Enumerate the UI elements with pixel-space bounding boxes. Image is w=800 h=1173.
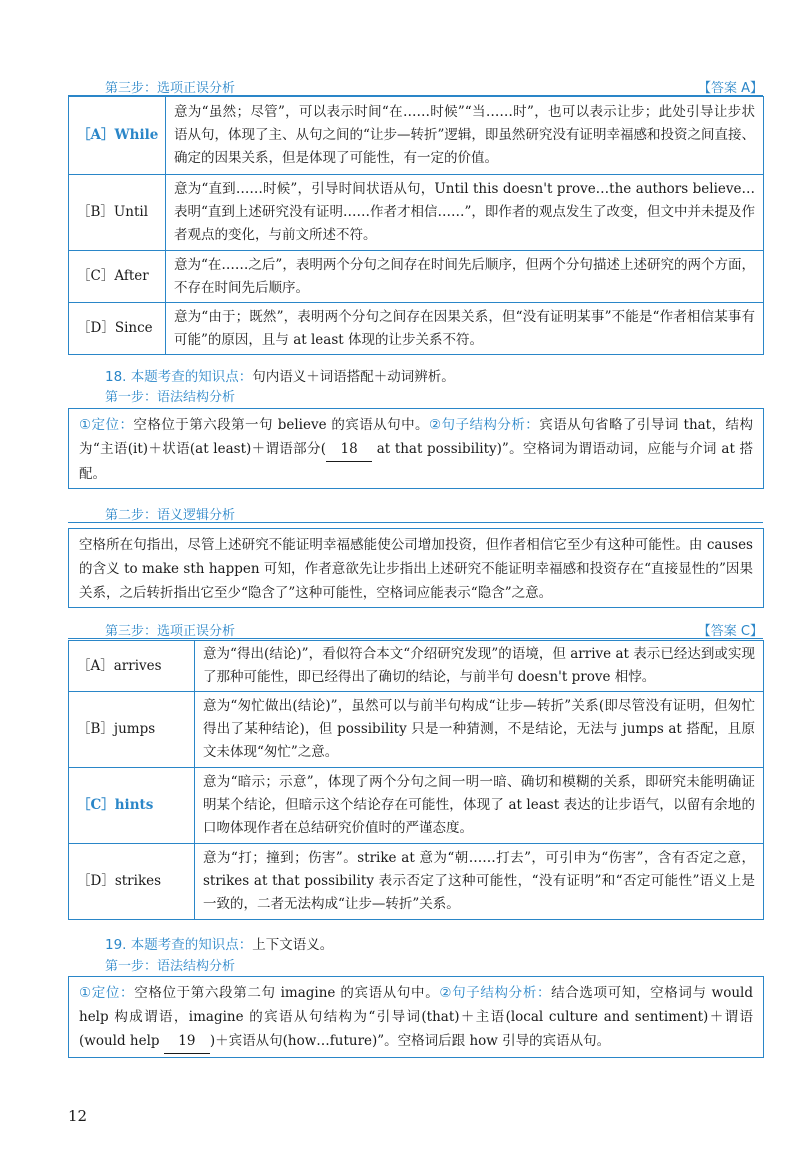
analysis-box: 空格所在句指出，尽管上述研究不能证明幸福感能使公司增加投资，但作者相信它至少有这种可能性。由 causes 的含义 to make sth happen 可知，作者意欲先让步指出上述研究不能证明幸福感和投资存在“直接显性的”因果关系，之后转折指出它至少“隐含了”这种可能性，空格词应能表示“隐含”之意。 bbox=[68, 528, 764, 608]
locate-text: 空格位于第六段第二句 imagine 的宾语从句中。 bbox=[134, 985, 440, 1001]
table-row bbox=[69, 768, 764, 844]
question-number: 18. 本题考查的知识点： bbox=[105, 369, 253, 385]
question-topic: 句内语义＋词语搭配＋动词辨析。 bbox=[252, 369, 455, 385]
blank-18: 18 bbox=[326, 437, 372, 462]
option-text: 意为“由于；既然”，表明两个分句之间存在因果关系，但“没有证明某事”不能是“作者相信某事有可能”的原因，且与 at least 体现的让步关系不符。 bbox=[166, 303, 764, 355]
analysis-box bbox=[68, 976, 764, 1058]
question-number: 19. 本题考查的知识点： bbox=[105, 937, 253, 953]
option-label: ［A］arrives bbox=[69, 641, 195, 692]
divider bbox=[68, 638, 763, 639]
blank-19: 19 bbox=[164, 1029, 210, 1054]
structure-text: 宾语从句省略了引导词 that，结构为“主语(it)＋状语(at least)＋谓语部分( bbox=[79, 417, 753, 457]
options-table bbox=[68, 640, 764, 920]
question-heading bbox=[105, 933, 333, 953]
option-text: 意为“得出(结论)”，看似符合本文“介绍研究发现”的语境，但 arrive at 表示已经达到或实现了那种可能性，即已经得出了确切的结论，与前半句 doesn't prove 相悖。 bbox=[195, 641, 764, 692]
option-text: 意为“匆忙做出(结论)”，虽然可以与前半句构成“让步—转折”关系(即尽管没有证明，但匆忙得出了某种结论)，但 possibility 只是一种猜测，不是结论，无法与 jumps at 搭配，且原文未体现“匆忙”之意。 bbox=[195, 692, 764, 768]
table-row bbox=[69, 844, 764, 920]
structure-text: 结合选项可知，空格词与 would help 构成谓语，imagine 的宾语从句结构为“引导词(that)＋主语(local culture and sentiment)＋谓语(would help bbox=[79, 985, 753, 1049]
table-row bbox=[69, 175, 764, 251]
option-text: 意为“虽然；尽管”，可以表示时间“在……时候”“当……时”，也可以表示让步；此处引导让步状语从句，体现了主、从句之间的“让步—转折”逻辑，即虽然研究没有证明幸福感和投资之间直接、确定的因果关系，但是体现了可能性，有一定的价值。 bbox=[166, 97, 764, 175]
answer-badge: 【答案 A】 bbox=[697, 81, 763, 96]
analysis-box bbox=[68, 408, 764, 489]
option-label: ［A］While bbox=[69, 97, 166, 175]
option-label: ［C］After bbox=[69, 251, 166, 303]
locate-text: 空格位于第六段第一句 believe 的宾语从句中。 bbox=[133, 417, 429, 433]
step-heading: 第三步：选项正误分析 bbox=[105, 81, 236, 96]
option-text: 意为“暗示；示意”，体现了两个分句之间一明一暗、确切和模糊的关系，即研究未能明确证明某个结论，但暗示这个结论存在可能性，体现了 at least 表达的让步语气，以留有余地的口吻体现作者在总结研究价值时的严谨态度。 bbox=[195, 768, 764, 844]
table-row bbox=[69, 692, 764, 768]
step-heading: 第三步：选项正误分析 bbox=[105, 624, 236, 639]
option-text: 意为“在……之后”，表明两个分句之间存在时间先后顺序，但两个分句描述上述研究的两个方面，不存在时间先后顺序。 bbox=[166, 251, 764, 303]
divider bbox=[68, 522, 763, 523]
tag-structure: ②句子结构分析： bbox=[439, 985, 552, 1001]
tag-locate: ①定位： bbox=[79, 417, 134, 433]
table-row bbox=[69, 303, 764, 355]
option-label: ［D］strikes bbox=[69, 844, 195, 920]
question-topic: 上下文语义。 bbox=[252, 937, 334, 953]
page-number: 12 bbox=[68, 1107, 88, 1125]
table-row bbox=[69, 641, 764, 692]
option-text: 意为“打；撞到；伤害”。strike at 意为“朝……打去”，可引申为“伤害”，含有否定之意，strikes at that possibility 表示否定了这种可能性，“没有证明”和“否定可能性”语义上是一致的，二者无法构成“让步—转折”关系。 bbox=[195, 844, 764, 920]
question-heading bbox=[105, 365, 455, 385]
step-heading: 第一步：语法结构分析 bbox=[105, 959, 236, 974]
option-label: ［C］hints bbox=[69, 768, 195, 844]
option-label: ［B］Until bbox=[69, 175, 166, 251]
tag-structure: ②句子结构分析： bbox=[429, 417, 540, 433]
step-heading: 第一步：语法结构分析 bbox=[105, 390, 236, 405]
structure-text-2: )＋宾语从句(how…future)”。空格词后跟 how 引导的宾语从句。 bbox=[209, 1033, 611, 1049]
structure-text-2: at that possibility)”。空格词为谓语动词，应能与介词 at 搭配。 bbox=[79, 441, 753, 482]
table-row bbox=[69, 97, 764, 175]
answer-badge: 【答案 C】 bbox=[697, 624, 763, 639]
option-label: ［B］jumps bbox=[69, 692, 195, 768]
option-text: 意为“直到……时候”，引导时间状语从句，Until this doesn't prove…the authors believe…表明“直到上述研究没有证明……作者才相信……”，即作者的观点发生了改变，但文中并未提及作者观点的变化，与前文所述不符。 bbox=[166, 175, 764, 251]
table-row bbox=[69, 251, 764, 303]
option-label: ［D］Since bbox=[69, 303, 166, 355]
tag-locate: ①定位： bbox=[79, 985, 135, 1001]
step-heading: 第二步：语义逻辑分析 bbox=[105, 508, 236, 523]
options-table bbox=[68, 96, 764, 355]
